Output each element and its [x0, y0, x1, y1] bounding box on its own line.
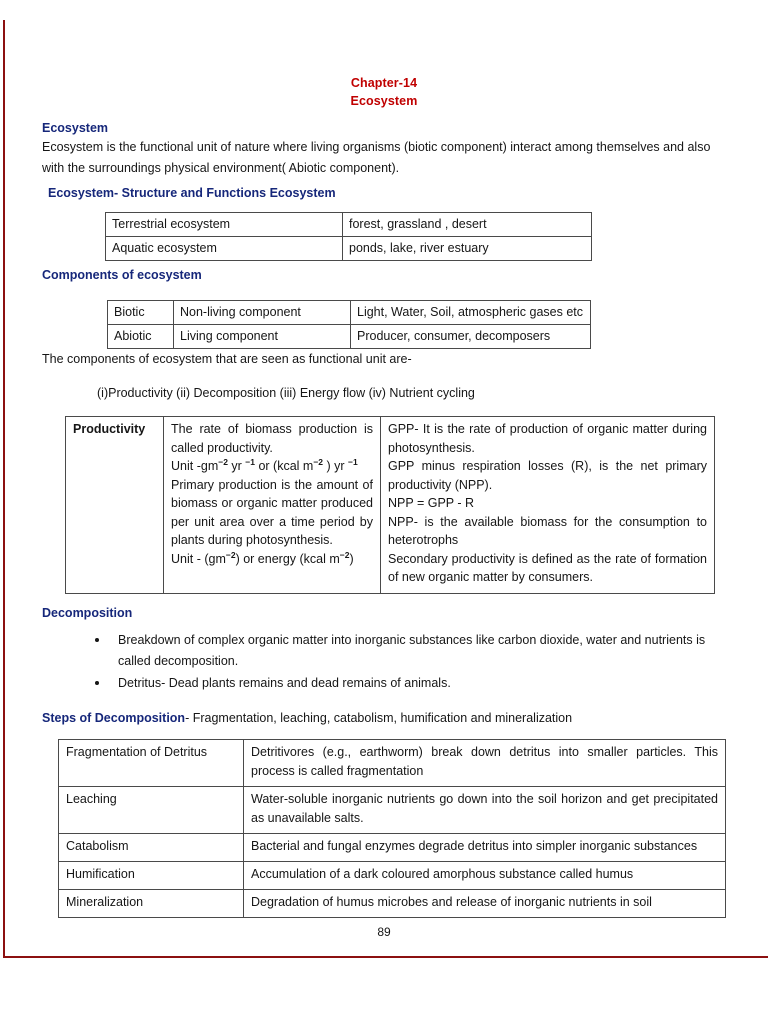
table-row	[106, 237, 592, 261]
ecosystem-types-body	[106, 213, 592, 261]
table-row	[59, 786, 726, 833]
productivity-line: GPP minus respiration losses (R), is the net primary productivity (NPP).	[388, 459, 707, 492]
ecosystem-definition: Ecosystem is the functional unit of nature where living organisms (biotic component) interact among themselves and also with the surroundings physical environment( Abiotic component).	[42, 140, 711, 175]
productivity-line: Secondary productivity is defined as the rate of formation of new organic matter by consumers.	[388, 551, 707, 584]
decomposition-steps-body	[59, 739, 726, 917]
productivity-definition-cell	[164, 417, 381, 594]
step-name: Humification	[59, 861, 244, 889]
bullet-dot-icon	[95, 681, 99, 685]
chapter-title	[42, 74, 726, 110]
component-description: Living component	[174, 325, 351, 349]
heading-ecosystem: Ecosystem	[42, 121, 109, 135]
ecosystem-type: Aquatic ecosystem	[106, 237, 343, 261]
productivity-line: Unit - $(gm^{-2})$ or energy (kcal $m^{-2}$)	[171, 549, 354, 566]
ecosystem-type: Terrestrial ecosystem	[106, 213, 343, 237]
components-table-body	[108, 301, 591, 349]
step-description: Degradation of humus microbes and release of inorganic nutrients in soil	[244, 889, 726, 917]
step-description: Water-soluble inorganic nutrients go down into the soil horizon and get precipitated as unavailable salts.	[244, 786, 726, 833]
heading-decomposition: Decomposition	[42, 605, 133, 620]
ecosystem-examples: forest, grassland , desert	[343, 213, 592, 237]
functional-unit-list: (i)Productivity (ii) Decomposition (iii) Energy flow (iv) Nutrient cycling	[97, 386, 475, 400]
decomposition-steps-table	[58, 739, 726, 918]
table-row	[106, 213, 592, 237]
step-description: Detritivores (e.g., earthworm) break down detritus into smaller particles. This process is called fragmentation	[244, 739, 726, 786]
productivity-gpp-npp-cell	[381, 417, 715, 594]
component-kind: Biotic	[108, 301, 174, 325]
component-kind: Abiotic	[108, 325, 174, 349]
component-description: Non-living component	[174, 301, 351, 325]
productivity-label: Productivity	[66, 417, 164, 594]
table-row	[108, 325, 591, 349]
steps-heading-lead: Steps of Decomposition	[42, 710, 186, 725]
productivity-line: NPP = GPP - R	[388, 496, 475, 510]
heading-components: Components of ecosystem	[42, 268, 202, 282]
decomposition-bullet-list	[42, 630, 726, 694]
step-description: Accumulation of a dark coloured amorphous substance called humus	[244, 861, 726, 889]
table-row	[108, 301, 591, 325]
list-item	[42, 673, 726, 694]
step-name: Mineralization	[59, 889, 244, 917]
table-row	[59, 739, 726, 786]
step-name: Fragmentation of Detritus	[59, 739, 244, 786]
bullet-dot-icon	[95, 638, 99, 642]
productivity-line: Primary production is the amount of biomass or organic matter produced per unit area over a time period by plants during photosynthesis.	[171, 477, 373, 547]
heading-steps-of-decomposition	[42, 708, 726, 728]
productivity-line: NPP- is the available biomass for the consumption to heterotrophs	[388, 514, 707, 547]
component-examples: Light, Water, Soil, atmospheric gases etc	[351, 301, 591, 325]
table-row	[59, 889, 726, 917]
table-row	[59, 833, 726, 861]
list-item-label: Breakdown of complex organic matter into inorganic substances like carbon dioxide, water and nutrients is called decomposition.	[118, 632, 706, 668]
table-row	[59, 861, 726, 889]
functional-unit-intro: The components of ecosystem that are seen as functional unit are-	[42, 352, 412, 366]
productivity-line: GPP- It is the rate of production of organic matter during photosynthesis.	[388, 422, 707, 455]
chapter-number: Chapter-14	[350, 76, 418, 90]
list-item	[42, 630, 726, 672]
steps-heading-rest: - Fragmentation, leaching, catabolism, humification and mineralization	[185, 710, 573, 725]
step-name: Leaching	[59, 786, 244, 833]
heading-structure-functions: Ecosystem- Structure and Functions Ecosystem	[48, 186, 336, 200]
productivity-table	[65, 416, 715, 594]
chapter-subtitle: Ecosystem	[350, 94, 418, 108]
ecosystem-examples: ponds, lake, river estuary	[343, 237, 592, 261]
productivity-table-body	[66, 417, 715, 594]
step-description: Bacterial and fungal enzymes degrade detritus into simpler inorganic substances	[244, 833, 726, 861]
list-item-label: Detritus- Dead plants remains and dead remains of animals.	[118, 675, 451, 690]
table-row	[66, 417, 715, 594]
ecosystem-types-table	[105, 212, 592, 261]
component-examples: Producer, consumer, decomposers	[351, 325, 591, 349]
step-name: Catabolism	[59, 833, 244, 861]
page-number: 89	[377, 925, 391, 939]
productivity-line: Unit $-gm^{-2}$ yr $^{-1}$ or (kcal $m^{-2}$ ) yr $^{-1}$	[171, 456, 358, 473]
components-table	[107, 300, 591, 349]
productivity-line: The rate of biomass production is called productivity.	[171, 422, 373, 455]
